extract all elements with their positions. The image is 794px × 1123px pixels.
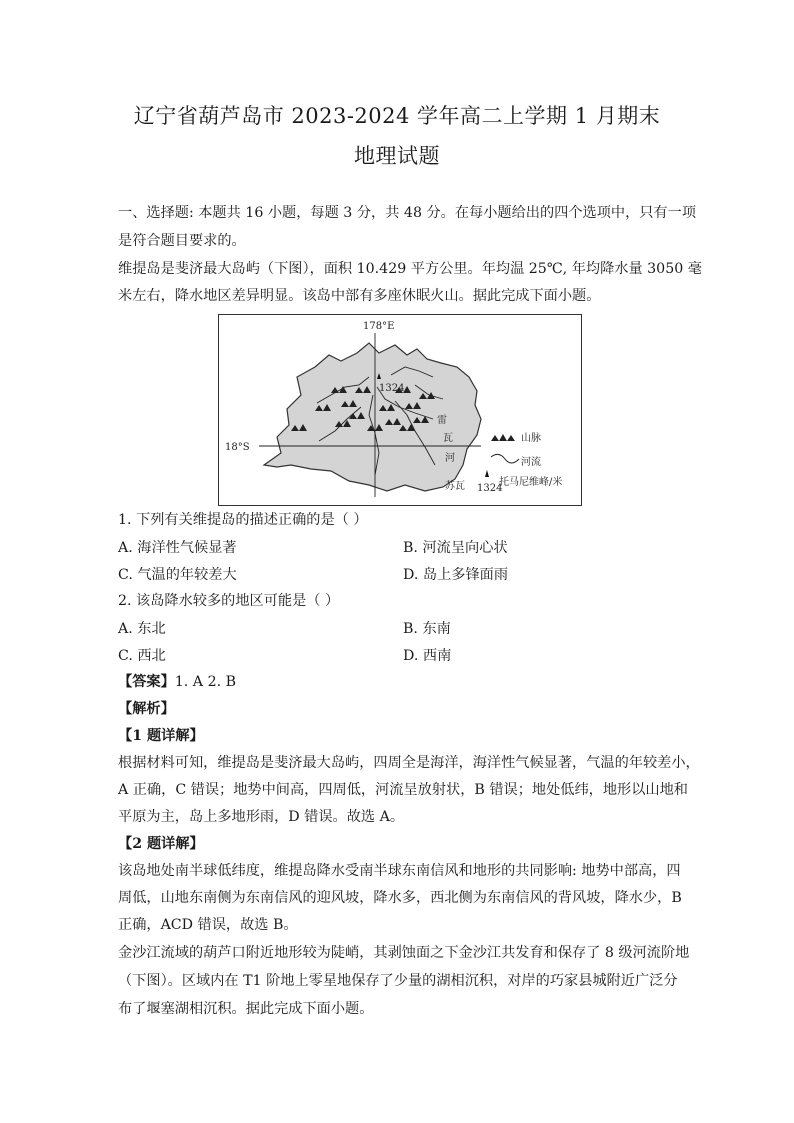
legend-peak-icon bbox=[485, 470, 489, 477]
legend-peak-value: 1324 bbox=[477, 483, 503, 494]
question-1-option-b[interactable]: B. 河流呈向心状 bbox=[403, 540, 508, 556]
legend-river-icon bbox=[491, 454, 519, 463]
section-instruction-line-1: 一、选择题: 本题共 16 小题，每题 3 分，共 48 分。在每小题给出的四个选项中，只有一项 bbox=[118, 205, 697, 221]
passage-1-line-1: 维提岛是斐济最大岛屿（下图），面积 10.429 平方公里。年均温 25℃, 年均降水量 3050 毫 bbox=[118, 261, 702, 277]
detail-2-label: 【2 题详解】 bbox=[118, 836, 204, 852]
answer-row bbox=[118, 672, 683, 692]
detail-2-line-1: 该岛地处南半球低纬度，维提岛降水受南半球东南信风和地形的共同影响: 地势中部高，四 bbox=[118, 863, 681, 879]
analysis-label: 【解析】 bbox=[118, 701, 175, 717]
document-title: 辽宁省葫芦岛市 2023-2024 学年高二上学期 1 月期末 bbox=[133, 104, 661, 128]
section-instruction-line-2: 是符合题目要求的。 bbox=[118, 233, 246, 249]
question-2-stem: 2. 该岛降水较多的地区可能是（ ） bbox=[118, 593, 340, 609]
latitude-label: 18°S bbox=[225, 442, 250, 453]
question-1-option-c[interactable]: C. 气温的年较差大 bbox=[118, 567, 237, 583]
question-1-stem: 1. 下列有关维提岛的描述正确的是（ ） bbox=[118, 512, 368, 528]
river-name-char-2: 瓦 bbox=[443, 433, 453, 444]
passage-2-line-3: 布了堰塞湖相沉积。据此完成下面小题。 bbox=[118, 1001, 374, 1017]
question-2-option-a[interactable]: A. 东北 bbox=[118, 621, 166, 637]
detail-1-line-1: 根据材料可知，维提岛是斐济最大岛屿，四周全是海洋，海洋性气候显著，气温的年较差小， bbox=[118, 755, 700, 771]
legend-mountain-label: 山脉 bbox=[521, 433, 541, 444]
river-name-char-3: 河 bbox=[445, 453, 455, 464]
detail-1-line-3: 平原为主，岛上多地形雨，D 错误。故选 A。 bbox=[118, 809, 405, 825]
question-2-option-b[interactable]: B. 东南 bbox=[403, 621, 451, 637]
detail-2-line-3: 正确，ACD 错误，故选 B。 bbox=[118, 917, 298, 933]
island-map-figure bbox=[218, 314, 582, 506]
city-label: 苏瓦 bbox=[445, 481, 465, 492]
question-2-option-d[interactable]: D. 西南 bbox=[403, 648, 452, 664]
legend-mountain-icon bbox=[491, 434, 515, 441]
legend-peak-label: 托马尼维峰/米 bbox=[499, 477, 563, 488]
passage-2-line-1: 金沙江流域的葫芦口附近地形较为陡峭，其剥蚀面之下金沙江共发育和保存了 8 级河流阶地 bbox=[118, 945, 690, 961]
passage-1-line-2: 米左右，降水地区差异明显。该岛中部有多座休眠火山。据此完成下面小题。 bbox=[118, 288, 601, 304]
longitude-label: 178°E bbox=[363, 321, 395, 332]
river-name-char-1: 雷 bbox=[437, 415, 447, 426]
peak-value: 1324 bbox=[379, 383, 405, 394]
question-1-option-d[interactable]: D. 岛上多锋面雨 bbox=[403, 567, 509, 583]
island-map bbox=[219, 315, 581, 505]
detail-2-line-2: 周低，山地东南侧为东南信风的迎风坡，降水多，西北侧为东南信风的背风坡，降水少，B bbox=[118, 890, 682, 906]
answer-label: 【答案】 bbox=[118, 674, 175, 690]
answer-text: 1. A 2. B bbox=[174, 674, 237, 690]
legend-river-label: 河流 bbox=[521, 457, 541, 468]
detail-1-label: 【1 题详解】 bbox=[118, 728, 204, 744]
question-2-option-c[interactable]: C. 西北 bbox=[118, 648, 166, 664]
document-subtitle: 地理试题 bbox=[354, 144, 440, 168]
question-1-option-a[interactable]: A. 海洋性气候显著 bbox=[118, 540, 237, 556]
detail-1-line-2: A 正确，C 错误；地势中间高，四周低，河流呈放射状，B 错误；地处低纬，地形以山地和 bbox=[118, 782, 688, 798]
island-outline bbox=[264, 343, 481, 491]
passage-2-line-2: （下图）。区域内在 T1 阶地上零星地保存了少量的湖相沉积，对岸的巧家县城附近广泛分 bbox=[118, 973, 678, 989]
